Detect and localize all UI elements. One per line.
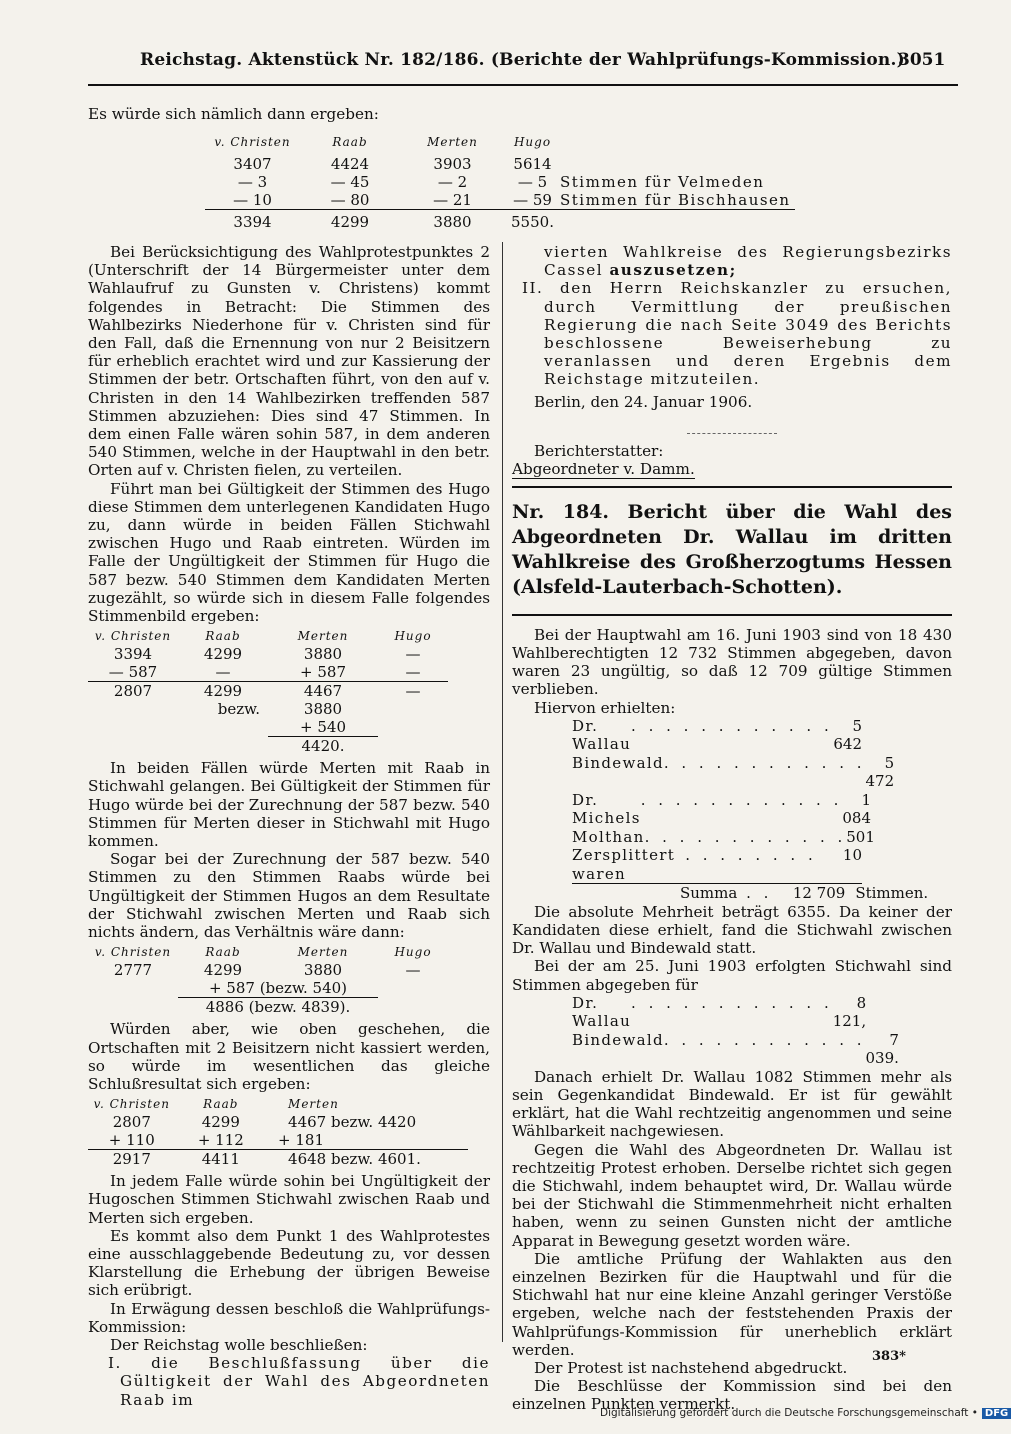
table-row: 2807 4299 4467 — [113,682,421,701]
date-line: Berlin, den 24. Januar 1906. [534,392,753,411]
table-row: 2807 4299 4467 bezw. 4420 [112,1113,417,1132]
running-header: Reichstag. Aktenstück Nr. 182/186. (Berichte der Wahlprüfungs-Kommission.) [140,50,905,70]
calc-table-1 [205,133,795,231]
paragraph: In beiden Fällen würde Merten mit Raab in Stichwahl gelangen. Bei Gültigkeit der Stimmen für Hugo würde bei der Zurechnung der 587 bezw. 540 Stimmen für Merten dieser in Stichwahl mit Hugo kommen. [88,759,490,851]
table-row: + 587 (bezw. 540) [88,979,448,998]
paragraph: In jedem Falle würde sohin bei Ungültigkeit der Hugoschen Stimmen Stichwahl zwischen Raab und Merten sich ergeben. [88,1172,490,1227]
table-row: — 3 — 45 — 2 — 5 Stimmen für Velmeden [237,173,765,191]
divider-dash [687,433,777,434]
paragraph: Führt man bei Gültigkeit der Stimmen des Hugo diese Stimmen dem unterlegenen Kandidaten Hugo zu, dann würde in beiden Fällen Stichwahl zwischen Hugo und Raab eintreten. Würden im Falle der Ungültigkeit der Stimmen für Hugo die 587 bezw. 540 Stimmen dem Kandidaten Merten zugezählt, so würde sich in diesem Falle folgendes Stimmenbild ergeben: [88,479,490,626]
resolution-item-1: I. die Beschlußfassung über die Gültigkeit der Wahl des Abgeordneten Raab im [108,1354,490,1409]
runoff-list [572,993,899,1068]
left-column [88,243,490,1409]
page-number: 3051 [898,50,946,70]
paragraph: Es kommt also dem Punkt 1 des Wahlprotestes eine ausschlaggebende Bedeutung zu, vor dessen Klarstellung die Erhebung der übrigen Beweise sich erübrigt. [88,1226,490,1300]
list-item: Dr. Michels . . . . . . . . . . . . 1 084 [572,790,871,828]
section-heading: Nr. 184. Bericht über die Wahl des Abgeordneten Dr. Wallau im dritten Wahlkreise des Großherzogtums Hessen (Alsfeld-Lauterbach-Schotten). [512,501,952,599]
list-item: Molthan . . . . . . . . . . . . 501 [572,827,875,846]
right-column [512,243,952,1414]
paragraph: Würden aber, wie oben geschehen, die Ortschaften mit 2 Beisitzern nicht kassiert werden, so würde im wesentlichen das gleiche Schlußresultat sich ergeben: [88,1020,490,1093]
dfg-logo: DFG [982,1408,1011,1419]
paragraph: In Erwägung dessen beschloß die Wahlprüfungs-Kommission: [88,1299,490,1336]
paragraph: Der Reichstag wolle beschließen: [110,1335,368,1354]
list-item: Dr. Wallau . . . . . . . . . . . . 8 121, [572,993,867,1031]
table-total-row: 3394 4299 3880 5550. [233,213,554,231]
table-row: 3394 4299 3880 — [113,645,421,664]
paragraph: Gegen die Wahl des Abgeordneten Dr. Wallau ist rechtzeitig Protest erhoben. Derselbe richtet sich gegen die Stichwahl, indem behauptet wird, Dr. Wallau würde bei der Stichwahl die Stimmenmehrheit nicht erhalten haben, wenn zu seinen Gunsten nicht der amtliche Apparat in Bewegung gesetzt worden wäre. [512,1140,952,1250]
resolution-item-1-cont: vierten Wahlkreise des Regierungsbezirks Cassel auszusetzen; [544,243,952,280]
table-row: — 587 — + 587 — [88,663,448,682]
paragraph: Hiervon erhielten: [534,698,676,717]
paragraph: Bei Berücksichtigung des Wahlprotestpunktes 2 (Unterschrift der 14 Bürgermeister unter dem Wahlaufruf zu Gunsten v. Christens) kommt folgendes in Betracht: Die Stimmen des Wahlbezirks Niederhone für v. Christen sind für den Fall, daß die Ernennung von nur 2 Beisitzern für erheblich erachtet wird und zur Kassierung der Stimmen der betr. Ortschaften führt, von den auf v. Christen in den 14 Wahlbezirken treffenden 587 Stimmen abzuziehen: Dies sind 47 Stimmen. In dem einen Falle wären sohin 587, in dem anderen 540 Stimmen, welche in der Hauptwahl in den betr. Orten auf v. Christen fielen, zu verteilen. [88,243,490,480]
table-row: + 110 + 112 + 181 [88,1131,468,1150]
footer [600,1407,1011,1419]
section-rule [512,486,952,488]
list-item: Bindewald . . . . . . . . . . . . 5 472 [572,753,895,791]
results-list [572,716,895,885]
paragraph: Die absolute Mehrheit beträgt 6355. Da keiner der Kandidaten diese erhielt, fand die Stichwahl zwischen Dr. Wallau und Bindewald statt. [512,902,952,958]
signature-mark: 383* [872,1349,906,1364]
paragraph: Die Beschlüsse der Kommission sind bei den einzelnen Punkten vermerkt. [512,1377,952,1414]
list-item: Dr. Wallau . . . . . . . . . . . . 5 642 [572,716,862,754]
list-item: Bindewald . . . . . . . . . . . . 7 039. [572,1030,899,1068]
header-rule [88,84,958,86]
table-row: 4420. [301,737,345,756]
paragraph: Bei der Hauptwahl am 16. Juni 1903 sind von 18 430 Wahlberechtigten 12 732 Stimmen abgegeben, davon waren 23 ungültig, so daß 12 709 gültige Stimmen verblieben. [512,625,952,699]
resolution-item-2: II. den Herrn Reichskanzler zu ersuchen, durch Vermittlung der preußischen Regierung die nach Seite 3049 des Berichts beschlossene Beweiserhebung zu veranlassen und deren Ergebnis dem Reichstage mitzuteilen. [522,279,952,389]
paragraph: Der Protest ist nachstehend abgedruckt. [534,1359,848,1378]
th-hugo: Hugo [513,135,552,149]
table-row: 3407 4424 3903 5614 [233,155,552,173]
reporter-label: Berichterstatter: [534,441,664,460]
intro-line: Es würde sich nämlich dann ergeben: [88,105,379,123]
footer-text: Digitalisierung gefördert durch die Deutsche Forschungsgemeinschaft • [600,1407,978,1419]
paragraph: Sogar bei der Zurechnung der 587 bezw. 540 Stimmen zu den Stimmen Raabs würde bei Ungültigkeit der Stimmen Hugos an dem Resultate der Stichwahl zwischen Merten und Raab sich nichts ändern, das Verhältnis wäre dann: [88,850,490,942]
table-row: bezw. 3880 [217,700,343,719]
reporter-name: Abgeordneter v. Damm. [512,460,695,479]
table-row: + 540 [88,718,448,737]
column-divider [502,242,503,1342]
section-rule [512,614,952,616]
table-row: 2777 4299 3880 — [113,961,421,980]
list-item: Zersplittert waren . . . . . . . . 10 [572,846,862,883]
paragraph: Bei der am 25. Juni 1903 erfolgten Stichwahl sind Stimmen abgegeben für [512,957,952,994]
summa-row: Summa . . 12 709 Stimmen. [680,884,929,903]
table-row: — 10 — 80 — 21 — 59 Stimmen für Bischhausen [205,191,795,210]
th-raab: Raab [332,135,368,149]
paragraph: Danach erhielt Dr. Wallau 1082 Stimmen mehr als sein Gegenkandidat Bindewald. Er ist für gewählt erklärt, hat die Wahl rechtzeitig angenommen und seine Wählbarkeit nachgewiesen. [512,1067,952,1141]
calc-table-3: v. Christen Raab Merten Hugo 2777 4299 3880 — + 587 (bezw. 540) 4886 (bezw. 4839). [88,943,448,1016]
calc-table-2: v. Christen Raab Merten Hugo 3394 4299 3880 — — 587 — + 587 — 2807 4299 4467 — bezw. 3880 + 540 4420. [88,627,448,755]
th-merten: Merten [427,135,478,149]
paragraph: Die amtliche Prüfung der Wahlakten aus den einzelnen Bezirken für die Hauptwahl und für die Stichwahl hat nur eine kleine Anzahl geringer Verstöße ergeben, welche nach der feststehenden Praxis der Wahlprüfungs-Kommission für unerheblich erklärt werden. [512,1249,952,1359]
table-row: 4886 (bezw. 4839). [205,998,351,1017]
table-row: 2917 4411 4648 bezw. 4601. [112,1150,421,1169]
th-christen: v. Christen [214,135,291,149]
calc-table-4: v. Christen Raab Merten 2807 4299 4467 bezw. 4420 + 110 + 112 + 181 2917 4411 4648 bezw. 4601. [88,1095,468,1168]
